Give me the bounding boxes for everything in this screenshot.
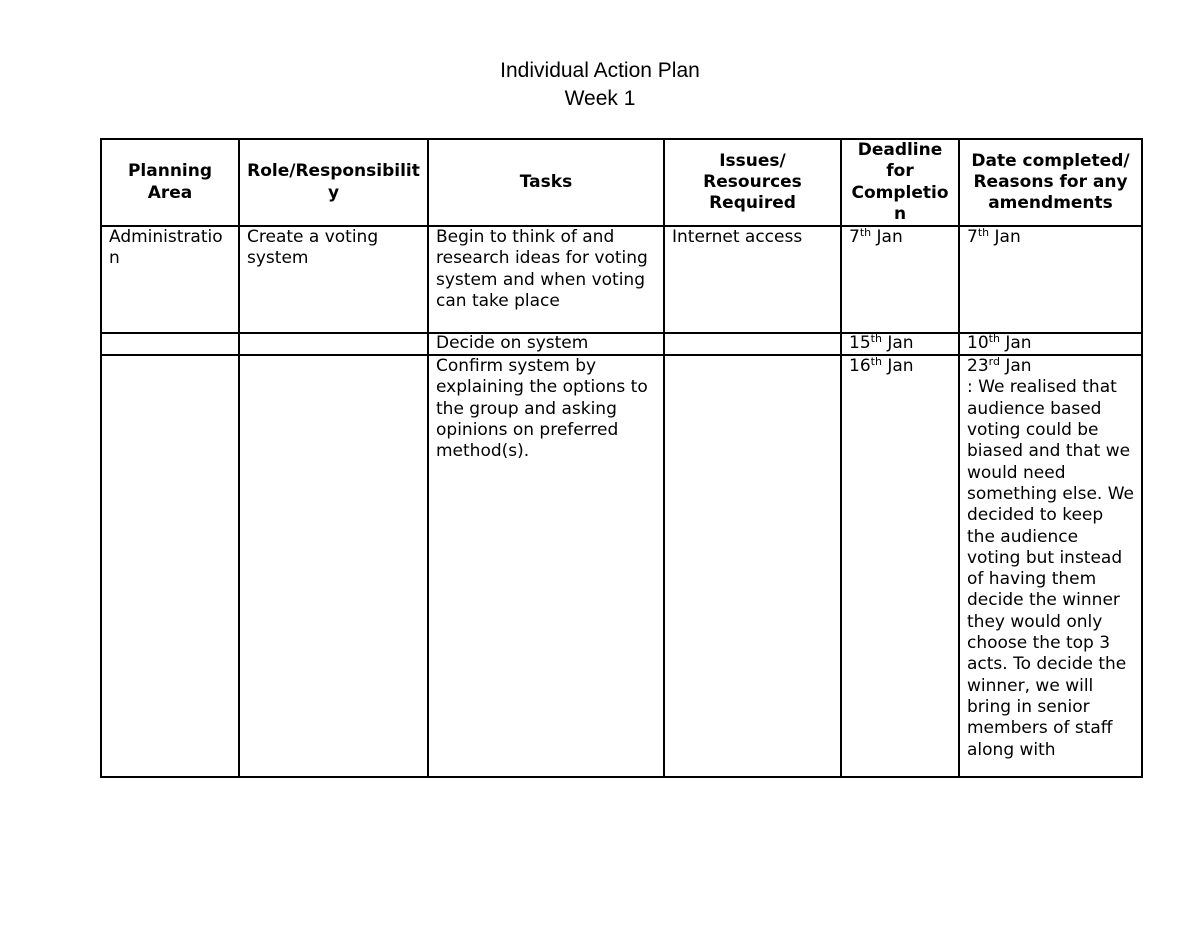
- deadline-day: 16: [849, 356, 871, 377]
- cell-date-completed: [959, 333, 1142, 355]
- cell-role: [239, 333, 428, 355]
- cell-role: [239, 355, 428, 777]
- header-date-completed: Date completed/ Reasons for any amendments: [959, 139, 1142, 226]
- cell-issues: Internet access: [664, 226, 841, 333]
- deadline-month: Jan: [887, 333, 914, 354]
- deadline-ordinal: th: [870, 355, 882, 369]
- deadline-ordinal: th: [870, 332, 882, 346]
- deadline-day: 7: [849, 227, 860, 248]
- table-row: [101, 355, 1142, 777]
- header-issues: Issues/ Resources Required: [664, 139, 841, 226]
- completed-day: 7: [967, 227, 978, 248]
- document-subtitle: Week 1: [564, 87, 636, 110]
- cell-task: Decide on system: [428, 333, 664, 355]
- cell-planning-area: Administration: [101, 226, 239, 333]
- completed-day: 23: [967, 356, 989, 377]
- action-plan-table: [100, 138, 1143, 778]
- deadline-ordinal: th: [859, 226, 872, 240]
- header-role: Role/Responsibility: [239, 139, 428, 226]
- header-tasks: Tasks: [428, 139, 664, 226]
- cell-deadline: [841, 226, 959, 333]
- cell-task: Begin to think of and research ideas for voting system and when voting can take place: [428, 226, 664, 333]
- table-header-row: [101, 139, 1142, 226]
- completed-day: 10: [967, 333, 989, 354]
- deadline-day: 15: [849, 333, 871, 354]
- table-row: [101, 333, 1142, 355]
- cell-task: Confirm system by explaining the options to the group and asking opinions on preferred method(s).: [428, 355, 664, 777]
- amendment-reason: : We realised that audience based voting could be biased and that we would need something else. We decided to keep the audience voting but instead of having them decide the winner they would only choose the top 3 acts. To decide the winner, we will bring in senior members of staff along with: [967, 377, 1134, 760]
- cell-deadline: [841, 333, 959, 355]
- header-planning-area: Planning Area: [101, 139, 239, 226]
- completed-ordinal: rd: [988, 356, 1000, 369]
- cell-date-completed: [959, 226, 1142, 333]
- cell-role: Create a voting system: [239, 226, 428, 333]
- cell-deadline: [841, 355, 959, 777]
- completed-ordinal: th: [988, 332, 1000, 346]
- cell-date-completed: [959, 355, 1142, 777]
- completed-month: Jan: [1005, 333, 1032, 354]
- document-title: Individual Action Plan: [500, 59, 700, 82]
- deadline-month: Jan: [876, 227, 903, 248]
- completed-month: Jan: [1005, 356, 1032, 377]
- cell-planning-area: [101, 355, 239, 777]
- cell-issues: [664, 355, 841, 777]
- completed-content: [967, 356, 1134, 776]
- deadline-month: Jan: [887, 356, 914, 377]
- cell-issues: [664, 333, 841, 355]
- cell-planning-area: [101, 333, 239, 355]
- table-row: [101, 226, 1142, 333]
- header-deadline: Deadline for Completion: [841, 139, 959, 226]
- completed-month: Jan: [994, 227, 1021, 248]
- completed-ordinal: th: [977, 226, 990, 240]
